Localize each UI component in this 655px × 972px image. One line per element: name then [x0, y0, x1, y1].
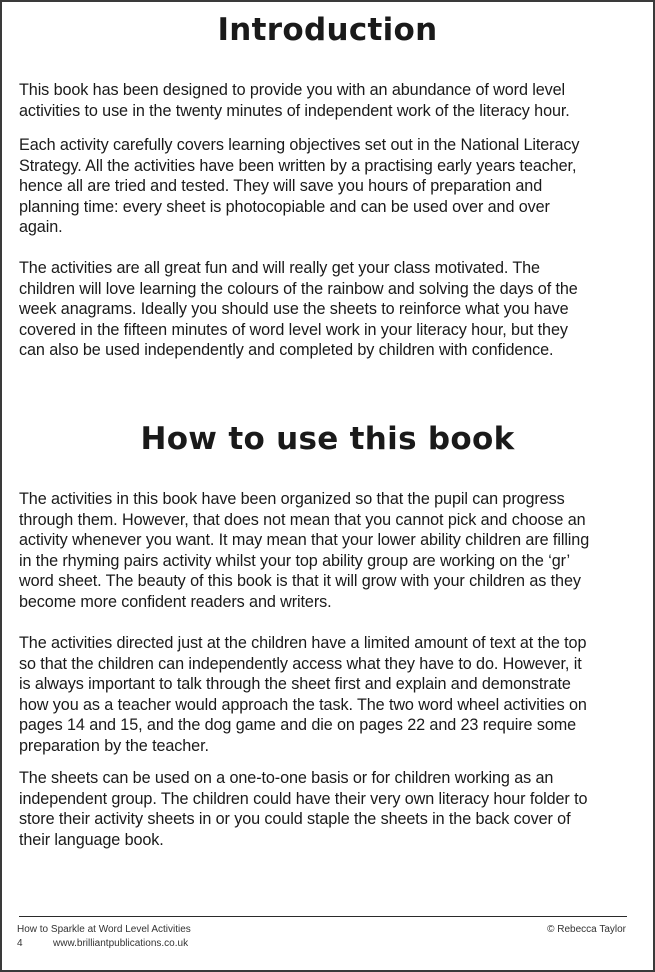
text-line: their language book.	[19, 830, 164, 849]
intro-paragraph-2	[19, 135, 644, 238]
text-line: become more confident readers and writers.	[19, 592, 332, 611]
footer-website: www.brilliantpublications.co.uk	[53, 938, 189, 949]
text-line: preparation by the teacher.	[19, 736, 209, 755]
text-line: week anagrams. Ideally you should use the sheets to reinforce what you have	[19, 300, 569, 319]
text-line: so that the children can independently access what they have to do. However, it	[19, 654, 582, 673]
how-to-use-heading: How to use this book	[140, 421, 515, 457]
footer-page-number: 4	[17, 938, 23, 949]
text-line: Each activity carefully covers learning objectives set out in the National Literacy	[19, 136, 580, 154]
text-line: through them. However, that does not mean that you cannot pick and choose an	[19, 510, 586, 529]
text-line: The activities are all great fun and will really get your class motivated. The	[19, 259, 540, 277]
text-line: Strategy. All the activities have been written by a practising early years teacher,	[19, 156, 577, 175]
text-line: covered in the fifteen minutes of word level work in your literacy hour, but they	[19, 320, 568, 339]
text-line: planning time: every sheet is photocopiable and can be used over and over	[19, 197, 550, 216]
text-line: activities to use in the twenty minutes of independent work of the literacy hour.	[19, 101, 570, 120]
text-line: can also be used independently and completed by children with confidence.	[19, 341, 554, 360]
text-line: is always important to talk through the sheet first and explain and demonstrate	[19, 675, 571, 694]
text-line: independent group. The children could have their very own literacy hour folder to	[19, 789, 588, 808]
introduction-heading: Introduction	[217, 12, 438, 48]
text-line: hence all are tried and tested. They will save you hours of preparation and	[19, 177, 543, 196]
howto-paragraph-3	[19, 768, 644, 850]
intro-paragraph-1	[19, 80, 644, 121]
intro-paragraph-3	[19, 258, 644, 361]
howto-paragraph-1	[19, 489, 644, 613]
footer-book-title: How to Sparkle at Word Level Activities	[17, 924, 191, 935]
text-line: activity whenever you want. It may mean that your lower ability children are filling	[19, 531, 590, 550]
text-line: in the rhyming pairs activity whilst your top ability group are working on the ‘gr’	[19, 551, 571, 570]
text-line: pages 14 and 15, and the dog game and die on pages 22 and 23 require some	[19, 716, 577, 735]
text-line: word sheet. The beauty of this book is that it will grow with your children as they	[19, 572, 581, 591]
text-line: The activities directed just at the children have a limited amount of text at the top	[19, 634, 587, 652]
text-line: The sheets can be used on a one-to-one basis or for children working as an	[19, 769, 554, 787]
footer-copyright: © Rebecca Taylor	[547, 924, 626, 935]
text-line: This book has been designed to provide you with an abundance of word level	[19, 81, 566, 99]
text-line: The activities in this book have been organized so that the pupil can progress	[19, 490, 565, 508]
text-line: children will love learning the colours of the rainbow and solving the days of the	[19, 279, 578, 298]
text-line: again.	[19, 218, 63, 237]
text-line: how you as a teacher would approach the task. The two word wheel activities on	[19, 695, 587, 714]
howto-paragraph-2	[19, 633, 644, 757]
text-line: store their activity sheets in or you could staple the sheets in the back cover of	[19, 810, 571, 829]
footer-divider	[19, 916, 627, 917]
